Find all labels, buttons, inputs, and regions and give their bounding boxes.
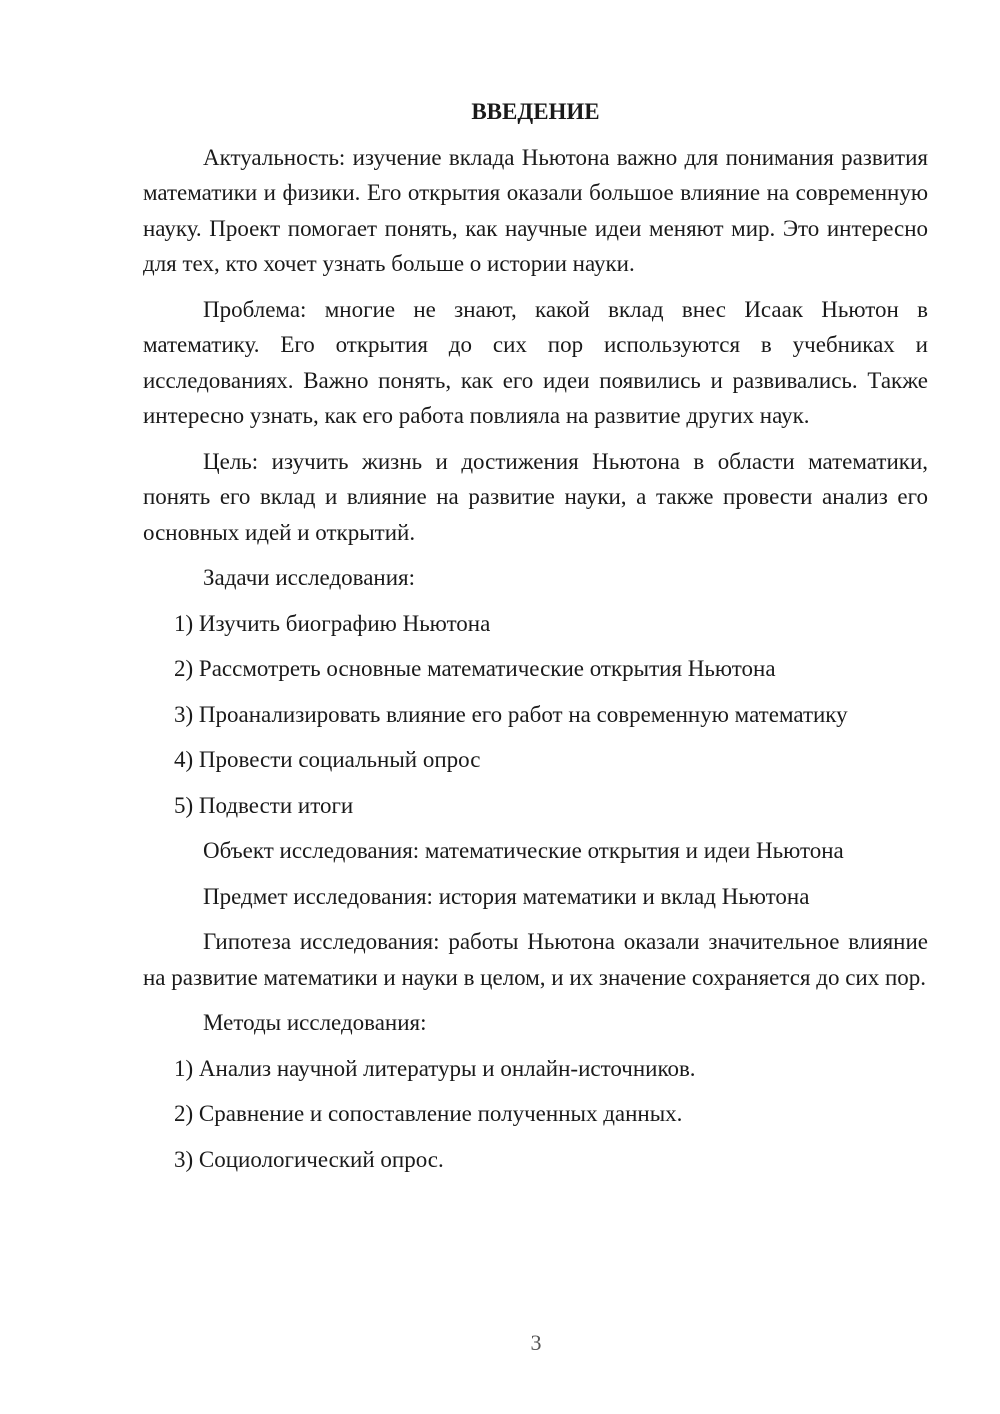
page-title: ВВЕДЕНИЕ [471, 99, 600, 124]
relevance-paragraph: Актуальность: изучение вклада Ньютона важно для понимания развития математики и физики. Его открытия оказали большое влияние на современную науку. Проект помогает понять, как научные идеи меняют мир. Это интересно для тех, кто хочет узнать больше о истории науки. [143, 144, 928, 276]
methods-list [143, 1051, 928, 1178]
subject-paragraph: Предмет исследования: история математики и вклад Ньютона [203, 883, 810, 909]
problem-paragraph: Проблема: многие не знают, какой вклад внес Исаак Ньютон в математику. Его открытия до сих пор используются в учебниках и исследованиях. Важно понять, как его идеи появились и развивались. Также интересно узнать, как его работа повлияла на развитие других наук. [143, 296, 928, 428]
object-paragraph: Объект исследования: математические открытия и идеи Ньютона [203, 838, 844, 863]
tasks-list [143, 606, 928, 824]
list-item: 2) Рассмотреть основные математические открытия Ньютона [174, 656, 776, 681]
goal-paragraph: Цель: изучить жизнь и достижения Ньютона в области математики, понять его вклад и влияние на развитие науки, а также провести анализ его основных идей и открытий. [143, 448, 928, 545]
page-number: 3 [530, 1330, 542, 1355]
list-item: 3) Социологический опрос. [174, 1146, 444, 1172]
list-item: 1) Изучить биографию Ньютона [174, 610, 491, 636]
methods-heading: Методы исследования: [203, 1010, 427, 1035]
page-body [143, 94, 928, 1187]
list-item: 2) Сравнение и сопоставление полученных данных. [174, 1101, 683, 1126]
list-item: 5) Подвести итоги [174, 792, 354, 818]
tasks-heading: Задачи исследования: [203, 565, 416, 590]
list-item: 1) Анализ научной литературы и онлайн-источников. [174, 1055, 696, 1081]
hypothesis-paragraph: Гипотеза исследования: работы Ньютона оказали значительное влияние на развитие математики и науки в целом, и их значение сохраняется до сих пор. [143, 929, 928, 990]
list-item: 3) Проанализировать влияние его работ на современную математику [174, 701, 848, 727]
list-item: 4) Провести социальный опрос [174, 747, 481, 772]
